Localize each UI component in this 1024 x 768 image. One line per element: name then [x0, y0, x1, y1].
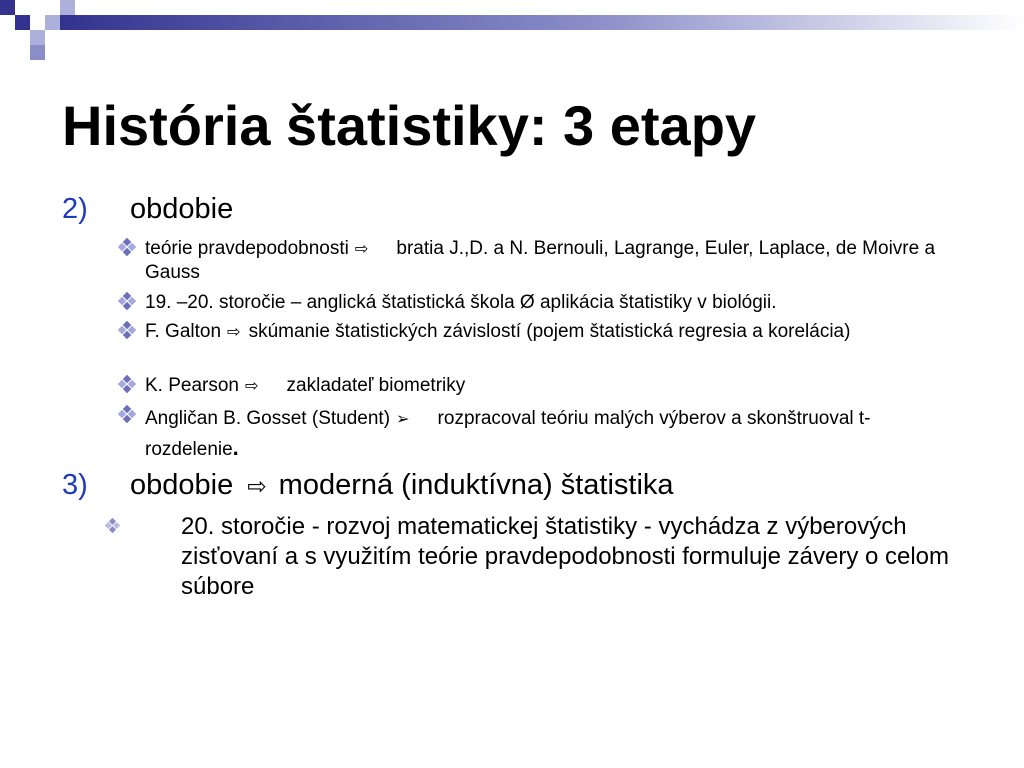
item-text: teórie pravdepodobnosti — [145, 238, 349, 259]
deco-square — [30, 45, 45, 60]
list-item — [118, 374, 978, 398]
section-label: moderná (induktívna) štatistika — [278, 469, 674, 501]
header-decoration — [0, 0, 1024, 64]
right-arrow-icon: ⇨ — [245, 376, 259, 395]
diamond-bullet-icon — [118, 375, 136, 393]
deco-square — [45, 15, 60, 30]
item-text: K. Pearson — [145, 375, 239, 396]
item-text: F. Galton — [145, 321, 222, 342]
deco-square — [0, 0, 15, 15]
item-text: rozpracoval teóriu malých výberov a skonštruoval t-rozdelenie — [145, 408, 871, 460]
list-item — [118, 237, 978, 285]
deco-square — [0, 30, 15, 45]
item-text: 19. –20. storočie – anglická štatistická škola Ø aplikácia štatistiky v biológii. — [145, 292, 777, 313]
section-3-heading — [62, 468, 674, 504]
list-item — [118, 404, 978, 464]
deco-square — [15, 15, 30, 30]
section-2-heading — [62, 192, 233, 226]
item-period: . — [232, 435, 239, 460]
item-text: 20. storočie - rozvoj matematickej štatistiky - vychádza z výberových zisťovaní a s využitím teórie pravdepodobnosti formuluje závery o celom súbore — [181, 513, 950, 600]
section-label: obdobie — [130, 469, 234, 501]
item-text: zakladateľ biometriky — [286, 375, 466, 396]
diamond-bullet-icon — [118, 321, 136, 339]
section-number: 2) — [62, 193, 88, 225]
arrowhead-icon: ➢ — [396, 409, 410, 428]
right-arrow-icon: ⇨ — [354, 239, 369, 258]
deco-square — [30, 30, 45, 45]
section-label: obdobie — [130, 193, 234, 225]
section-number: 3) — [62, 469, 88, 501]
diamond-bullet-icon — [118, 292, 136, 310]
list-item — [118, 291, 978, 315]
diamond-bullet-icon — [105, 518, 120, 533]
right-arrow-icon: ⇨ — [227, 322, 241, 341]
slide-title: História štatistiky: 3 etapy — [62, 94, 757, 157]
item-text: skúmanie štatistických závislostí (pojem štatistická regresia a korelácia) — [248, 321, 851, 342]
list-item — [105, 512, 985, 602]
list-item — [118, 320, 978, 344]
gradient-band — [60, 15, 1024, 30]
item-text: Angličan B. Gosset (Student) — [145, 408, 391, 429]
diamond-bullet-icon — [118, 405, 136, 423]
diamond-bullet-icon — [118, 238, 136, 256]
item-text: bratia J.,D. a N. Bernouli, Lagrange, Euler, Laplace, de Moivre a Gauss — [145, 238, 936, 283]
right-arrow-icon: ⇨ — [247, 473, 267, 500]
deco-square — [60, 0, 75, 15]
